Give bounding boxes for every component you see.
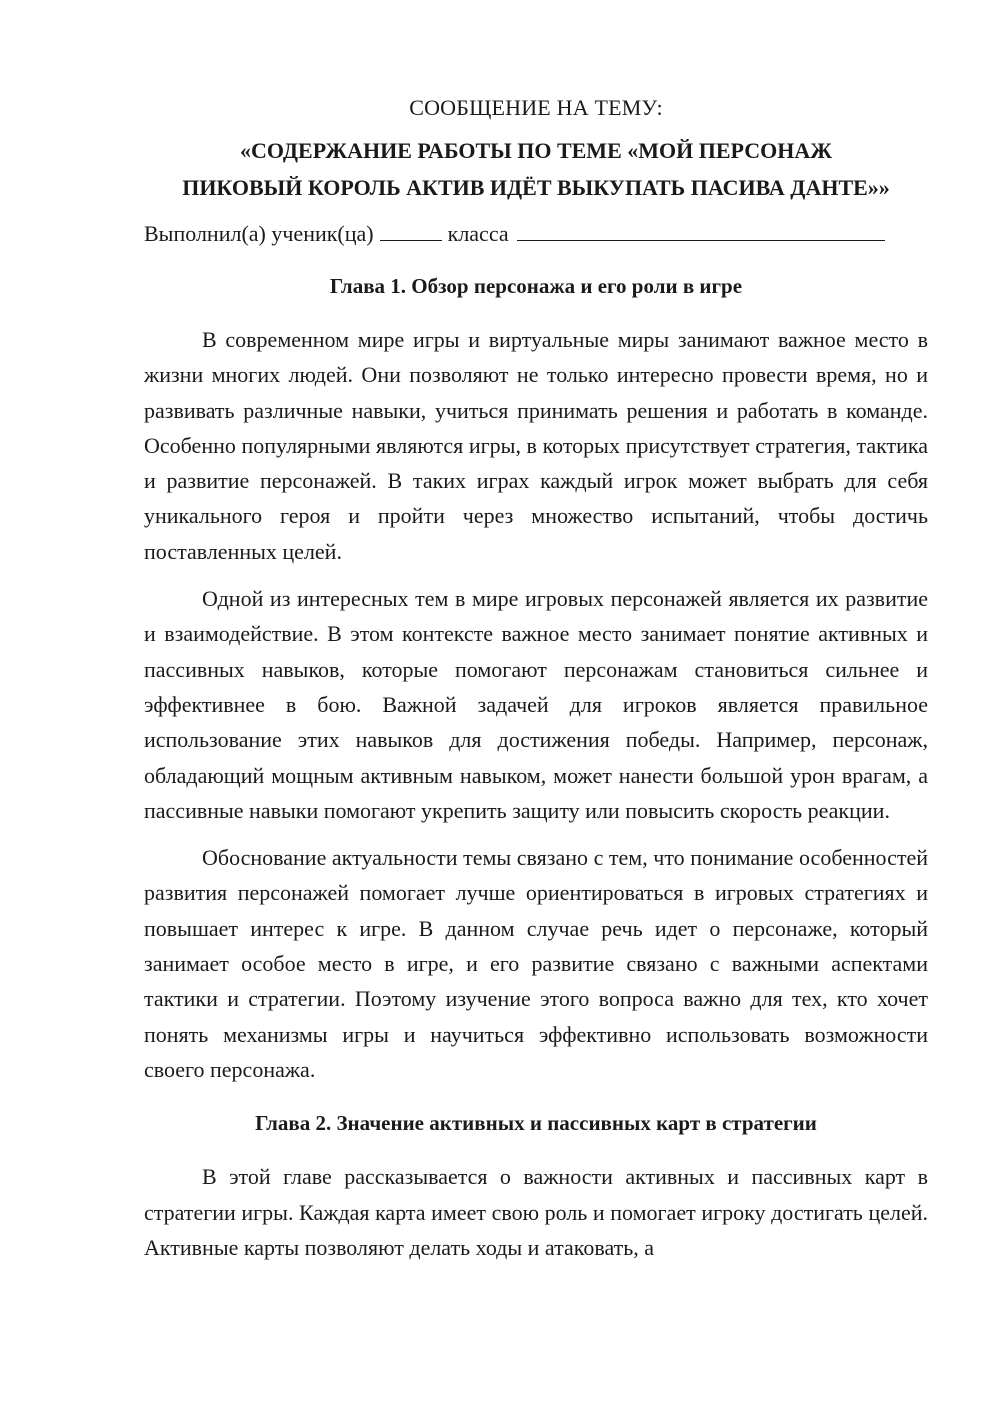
document-title-line-1: «СОДЕРЖАНИЕ РАБОТЫ ПО ТЕМЕ «МОЙ ПЕРСОНАЖ — [240, 138, 832, 163]
document-page — [144, 92, 928, 1265]
document-title — [144, 132, 928, 206]
chapter-2-heading: Глава 2. Значение активных и пассивных карт в стратегии — [255, 1111, 817, 1136]
document-subtitle: СООБЩЕНИЕ НА ТЕМУ: — [409, 95, 663, 120]
author-prefix: Выполнил(а) ученик(ца) — [144, 221, 374, 246]
author-class-label: класса — [447, 221, 509, 246]
document-title-line-2: ПИКОВЫЙ КОРОЛЬ АКТИВ ИДЁТ ВЫКУПАТЬ ПАСИВА ДАНТЕ»» — [182, 175, 890, 200]
name-blank — [517, 222, 885, 241]
chapter-1-heading: Глава 1. Обзор персонажа и его роли в игре — [329, 274, 743, 298]
class-blank — [380, 222, 442, 241]
author-line — [144, 216, 928, 252]
chapter-1-paragraph-2: Одной из интересных тем в мире игровых персонажей является их развитие и взаимодействие. В этом контексте важное место занимает понятие активных и пассивных навыков, которые помогают персонажам становиться сильнее и эффективнее в бою. Важной задачей для игроков является правильное использование этих навыков для достижения победы. Например, персонаж, обладающий мощным активным навыком, может нанести большой урон врагам, а пассивные навыки помогают укрепить защиту или повысить скорость реакции. — [144, 586, 928, 823]
chapter-2-paragraph-1: В этой главе рассказывается о важности активных и пассивных карт в стратегии игры. Каждая карта имеет свою роль и помогает игроку достигать целей. Активные карты позволяют делать ходы и атаковать, а — [144, 1164, 928, 1260]
chapter-1-paragraph-1: В современном мире игры и виртуальные миры занимают важное место в жизни многих людей. Они позволяют не только интересно провести время, но и развивать различные навыки, учиться принимать решения и работать в команде. Особенно популярными являются игры, в которых присутствует стратегия, тактика и развитие персонажей. В таких играх каждый игрок может выбрать для себя уникального героя и пройти через множество испытаний, чтобы достичь поставленных целей. — [144, 327, 928, 564]
chapter-1-paragraph-3: Обоснование актуальности темы связано с тем, что понимание особенностей развития персонажей помогает лучше ориентироваться в игровых стратегиях и повышает интерес к игре. В данном случае речь идет о персонаже, который занимает особое место в игре, и его развитие связано с важными аспектами тактики и стратегии. Поэтому изучение этого вопроса важно для тех, кто хочет понять механизмы игры и научиться эффективно использовать возможности своего персонажа. — [144, 845, 928, 1082]
